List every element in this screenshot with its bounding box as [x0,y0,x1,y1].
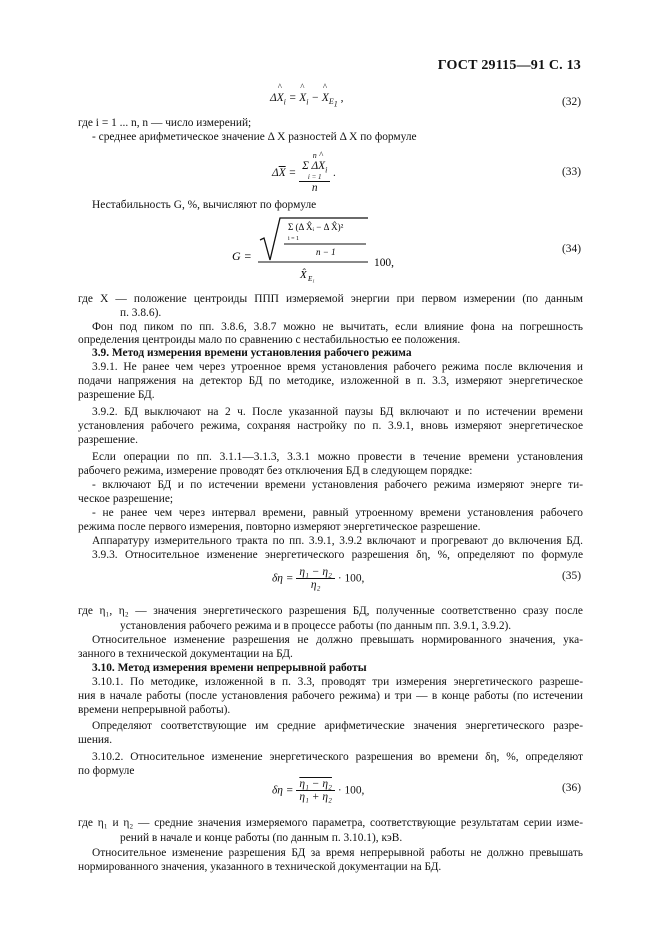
text-3-9-1-b: подачи напряжения на детектор БД по методике, изложенной в п. 3.3, измеряют энергетическое [78,375,583,387]
outer-denominator: X̂ [300,269,307,281]
text-ops-4: ческое разрешение; [78,493,174,505]
text-3-9-2-c: разрешение. [78,434,138,446]
outer-denominator-sub: E₁ [308,275,315,283]
eq35-lhs: δη = [272,572,294,585]
text-end-1: Относительное изменение разрешения БД за время непрерывной работы не должно превышать [92,847,583,859]
eq36-lhs: δη = [272,784,294,797]
text-ops-3: - включают БД и по истечении времени установления рабочего режима измеряют энерге ти- [92,479,583,491]
eq34-lhs: G = [232,249,252,263]
text-def-1: Определяют соответствующие им средние арифметические значения энергетического разре- [92,720,583,732]
text-ops-6: режима после первого измерения, повторно измеряют энергетическое разрешение. [78,521,481,533]
sum-upper-limit: n [312,151,317,160]
text-rel-2: занного в технической документации на БД. [78,648,293,660]
text-end-2: нормированного значения, указанного в технической документации на БД. [78,861,442,873]
text-3-10-2-b: по формуле [78,765,135,777]
text-instability: Нестабильность G, %, вычисляют по формуле [92,199,317,211]
text-3-9-1-c: разрешение БД. [78,389,155,401]
equation-34 [228,212,408,288]
text-3-10-1-b: ния в начале работы (после установления рабочего режима) и три — в конце работы (по истечении [78,690,583,702]
eq32-expression: Δ^ $X_i$ = ^ $X_i$ − ^ $X_{E_1}$ , [270,92,343,104]
heading-3-10: 3.10. Метод измерения времени непрерывной работы [92,662,367,674]
text-where-xe-2: п. 3.8.6). [120,307,162,319]
eq35-factor: · 100, [337,572,365,585]
text-mean: - среднее арифметическое значение Δ X разностей Δ X по формуле [92,131,417,143]
text-apparatus: Аппаратуру измерительного тракта по пп. 3.9.1, 3.9.2 включают и прогревают до включения БД. [92,535,583,547]
text-eta-1: где η₁, η₂ — значения энергетического разрешения БД, полученные соответственно сразу после [78,605,583,617]
eq33-denominator: n [311,182,318,195]
sum-symbol: Σ (Δ X̂ᵢ − Δ X̂)² [288,222,344,232]
equation-number-33: (33) [562,166,581,178]
eq35-numerator: η₁ − η₂ [296,566,335,579]
text-where-xe: где X — положение центроиды ППП измеряемой энергии при первом измерении (по данным [78,293,583,305]
eq36-numerator: η₁ − η₂ [296,778,335,791]
text-where-i: где i = 1 ... n, n — число измерений; [78,117,252,129]
equation-number-34: (34) [562,243,581,255]
eq36-denominator: η₁ + η₂ [299,791,332,803]
inner-denominator: n − 1 [316,247,336,257]
text-ops-5: - не ранее чем через интервал времени, равный утроенному времени установления рабочего [92,507,583,519]
text-3-9-1-a: 3.9.1. Не ранее чем через утроенное время установления рабочего режима после включения и [92,361,583,373]
text-3-9-2-a: 3.9.2. БД выключают на 2 ч. После указанной паузы БД включают и по истечении времени [92,406,583,418]
text-def-2: шения. [78,734,113,746]
equation-32 [270,92,343,109]
text-ops-1: Если операции по пп. 3.1.1—3.1.3, 3.3.1 можно провести в течение времени установления [92,451,583,463]
text-3-10-1-a: 3.10.1. По методике, изложенной в п. 3.3, проводят три измерения энергетического разреше- [92,676,583,688]
equation-number-32: (32) [562,96,581,108]
text-eta-2: установления рабочего режима и в процессе работы (по данным пп. 3.9.1, 3.9.2). [120,620,512,632]
text-3-9-2-b: установления рабочего режима, сохраняя настройку по п. 3.9.1, вновь измеряют энергетическое [78,420,583,432]
text-3-10-2-a: 3.10.2. Относительное изменение энергетического разрешения во времени δη, %, определяют [92,751,583,763]
text-bar-2: рений в начале и конце работы (по данным п. 3.10.1), кэВ. [120,832,403,844]
text-fon-2: определения центроиды мало по сравнению с нестабильностью ее положения. [78,334,461,346]
eq34-factor: 100, [374,257,394,269]
sum-lower-limit: i = 1 [307,173,322,182]
text-ops-2: рабочего режима, измерение проводят без отключения БД в следующем порядке: [78,465,473,477]
heading-3-9: 3.9. Метод измерения времени установления рабочего режима [92,347,412,359]
page-header: ГОСТ 29115—91 С. 13 [437,58,581,73]
equation-33: $\Delta\overline{X}$ = n Σ Δ^ $X_i$ i = 1 n . [272,152,336,194]
equation-36 [272,778,364,803]
eq36-factor: · 100, [337,784,365,797]
text-bar-1: где η₁ и η₂ — средние значения измеряемого параметра, соответствующие результатам серии изме- [78,817,583,829]
text-3-10-1-c: времени непрерывной работы). [78,704,231,716]
equation-number-35: (35) [562,570,581,582]
text-3-9-3: 3.9.3. Относительное изменение энергетического разрешения δη, %, определяют по формуле [92,549,583,561]
sum-limits: i = 1 [288,236,300,242]
text-rel-1: Относительное изменение разрешения не должно превышать нормированного значения, ука- [92,634,583,646]
eq35-denominator: η₂ [310,579,321,591]
equation-35 [272,566,364,591]
text-fon-1: Фон под пиком по пп. 3.8.6, 3.8.7 можно не вычитать, если влияние фона на погрешность [92,321,583,333]
equation-number-36: (36) [562,782,581,794]
